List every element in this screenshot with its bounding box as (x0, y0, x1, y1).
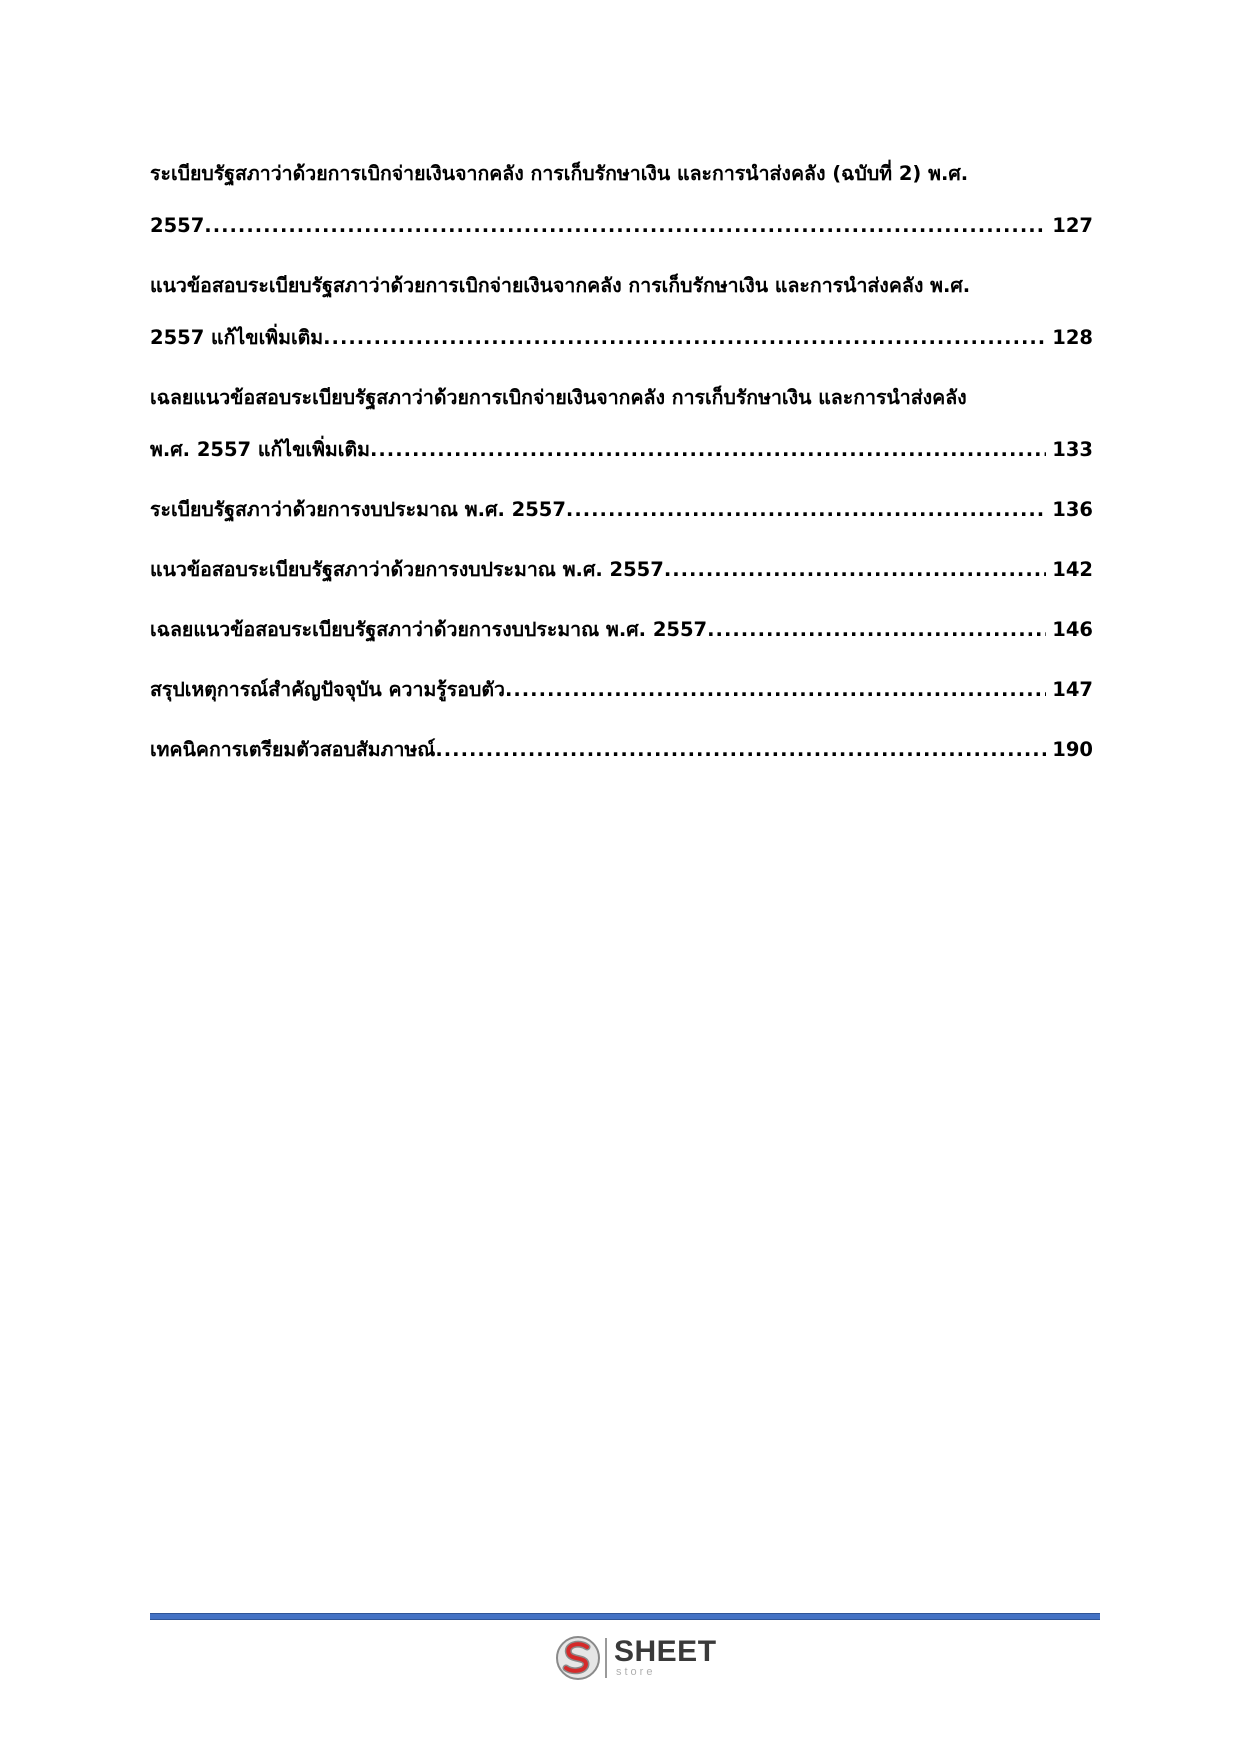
sheet-store-s-logo-icon (553, 1633, 603, 1683)
toc-entry-title: ระเบียบรัฐสภาว่าด้วยการงบประมาณ พ.ศ. 2557 (150, 498, 566, 521)
logo-wordmark: SHEET (614, 1635, 717, 1668)
toc-leader-dots (505, 664, 1046, 716)
toc-entry[interactable] (150, 148, 1093, 252)
toc-leader-dots (435, 724, 1046, 776)
toc-entry[interactable] (150, 484, 1093, 536)
toc-entry-title-cont: 2557 (150, 214, 205, 237)
toc-entry-title: ระเบียบรัฐสภาว่าด้วยการเบิกจ่ายเงินจากคลัง การเก็บรักษาเงิน และการนำส่งคลัง (ฉบับที่ 2) พ.ศ. (150, 162, 969, 185)
logo-subtext: store (616, 1666, 656, 1678)
toc-page-number: 142 (1052, 558, 1093, 581)
toc-page-number: 127 (1052, 214, 1093, 237)
toc-page-number: 133 (1052, 438, 1093, 461)
table-of-contents (150, 148, 1093, 784)
toc-entry[interactable] (150, 604, 1093, 656)
toc-entry[interactable] (150, 544, 1093, 596)
toc-leader-dots (204, 200, 1046, 252)
toc-leader-dots (370, 424, 1046, 476)
toc-entry-title-cont: พ.ศ. 2557 แก้ไขเพิ่มเติม (150, 438, 370, 461)
toc-entry[interactable] (150, 260, 1093, 364)
toc-page-number: 128 (1052, 326, 1093, 349)
logo-divider (605, 1638, 607, 1678)
toc-entry-title: สรุปเหตุการณ์สำคัญปัจจุบัน ความรู้รอบตัว (150, 678, 505, 701)
toc-entry[interactable] (150, 664, 1093, 716)
toc-entry-title: เฉลยแนวข้อสอบระเบียบรัฐสภาว่าด้วยการงบประมาณ พ.ศ. 2557 (150, 618, 708, 641)
toc-entry-title: แนวข้อสอบระเบียบรัฐสภาว่าด้วยการงบประมาณ พ.ศ. 2557 (150, 558, 664, 581)
toc-page-number: 190 (1052, 738, 1093, 761)
footer-rule (150, 1613, 1100, 1620)
toc-entry-title-cont: 2557 แก้ไขเพิ่มเติม (150, 326, 324, 349)
toc-page-number: 136 (1052, 498, 1093, 521)
toc-leader-dots (566, 484, 1046, 536)
toc-leader-dots (707, 604, 1046, 656)
toc-leader-dots (664, 544, 1046, 596)
toc-entry[interactable] (150, 724, 1093, 776)
toc-page-number: 147 (1052, 678, 1093, 701)
toc-entry[interactable] (150, 372, 1093, 476)
toc-entry-title: แนวข้อสอบระเบียบรัฐสภาว่าด้วยการเบิกจ่ายเงินจากคลัง การเก็บรักษาเงิน และการนำส่งคลัง พ.ศ. (150, 274, 971, 297)
sheet-store-logo (553, 1633, 717, 1683)
toc-page-number: 146 (1052, 618, 1093, 641)
toc-entry-title: เทคนิคการเตรียมตัวสอบสัมภาษณ์ (150, 738, 436, 761)
toc-leader-dots (323, 312, 1046, 364)
toc-entry-title: เฉลยแนวข้อสอบระเบียบรัฐสภาว่าด้วยการเบิกจ่ายเงินจากคลัง การเก็บรักษาเงิน และการนำส่งคลัง (150, 386, 967, 409)
